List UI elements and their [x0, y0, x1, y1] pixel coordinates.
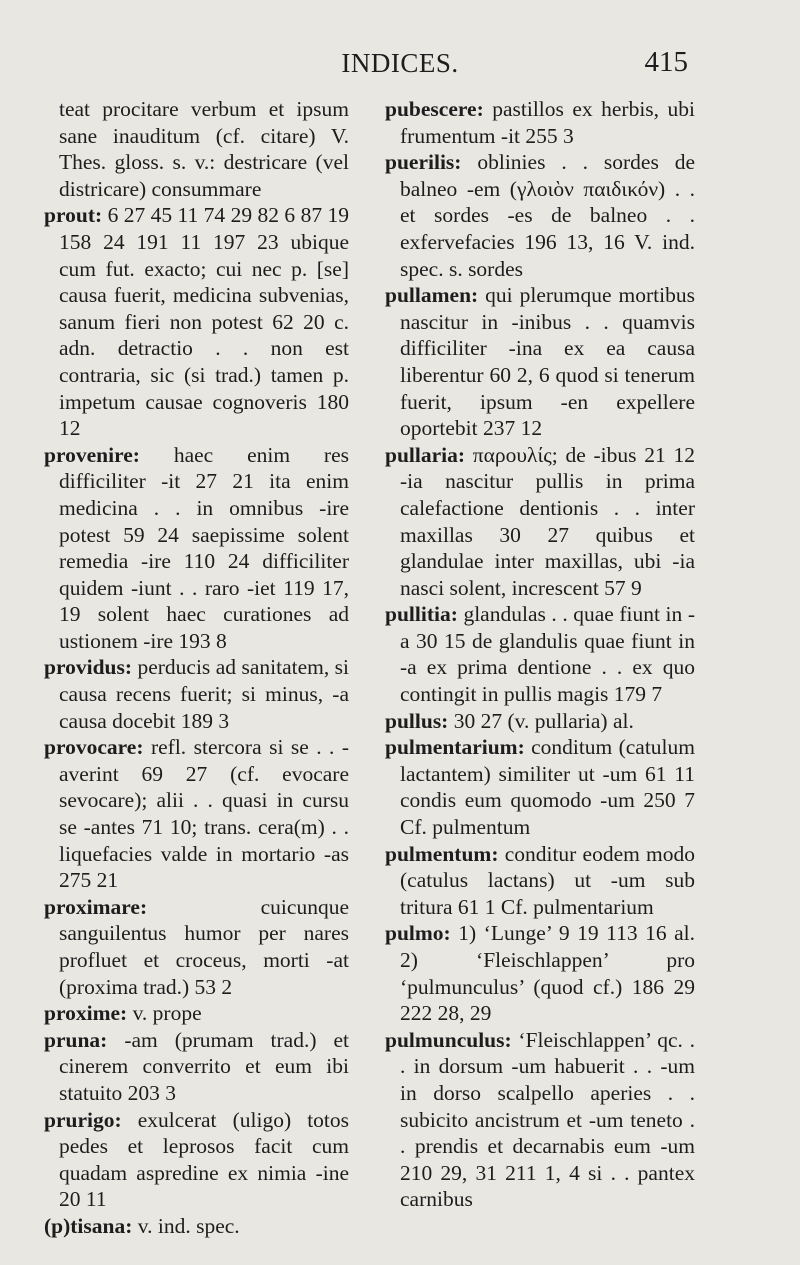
entry-headword: providus: [44, 655, 133, 680]
entry-text: perducis ad sanitatem, si causa recens fuerit; si minus, -a causa docebit 189 3 [59, 655, 350, 733]
index-entry [44, 1000, 349, 1027]
entry-text: pastillos ex herbis, ubi frumentum -it 255 3 [400, 97, 696, 148]
entry-text: παρουλίς; de -ibus 21 12 -ia nascitur pullis in prima calefactione dentionis . . inter maxillas 30 27 quibus et glandulae inter maxillas, ubi -ia nasci solent, increscent 57 9 [400, 442, 696, 600]
entry-text: teat procitare verbum et ipsum sane inauditum (cf. citare) V. Thes. gloss. s. v.: destricare (vel districare) consummare [59, 97, 349, 201]
right-column [385, 96, 695, 1213]
index-entry [44, 654, 349, 734]
index-entry [44, 202, 349, 441]
entry-text: conditum (catulum lactantem) similiter ut -um 61 11 condis eum quomodo -um 250 7 Cf. pulmentum [400, 735, 695, 840]
entry-text: haec enim res difficiliter -it 27 21 ita enim medicina . . in omnibus -ire potest 59 24 saepissime solent remedia -ire 110 24 difficiliter quidem -iunt . . raro -iet 119 17, 19 solent haec curationes ad ustionem -ire 193 8 [59, 442, 350, 653]
entry-text: 30 27 (v. pullaria) al. [453, 708, 634, 733]
index-entry [44, 1107, 349, 1213]
entry-headword: prout: [44, 203, 103, 228]
entry-headword: pruna: [44, 1027, 108, 1052]
entry-headword: prurigo: [44, 1107, 122, 1132]
left-column [44, 96, 349, 1240]
entry-headword: pulmunculus: [385, 1027, 512, 1052]
entry-headword: pulmo: [385, 921, 451, 946]
index-entry [385, 841, 695, 921]
entry-text: v. prope [132, 1001, 202, 1026]
entry-text: qui plerumque mortibus nascitur in -inibus . . quamvis difficiliter -ina ex ea causa liberentur 60 2, 6 quod si tenerum fuerit, ipsum -en expellere oportebit 237 12 [400, 283, 695, 441]
index-entry [385, 708, 695, 735]
entry-text: -am (prumam trad.) et cinerem converrito et eum ibi statuito 203 3 [59, 1027, 350, 1105]
entry-text: 6 27 45 11 74 29 82 6 87 19 158 24 191 11 197 23 ubique cum fut. exacto; cui nec p. [se] causa fuerit, medicina subvenias, sanum fieri non potest 62 20 c. adn. detractio . . non est contraria, sic (si trad.) tamen p. impetum causae cognoveris 180 12 [59, 203, 350, 441]
entry-headword: proximare: [44, 894, 148, 919]
entry-text: 1) ‘Lunge’ 9 19 113 16 al. 2) ‘Fleischlappen’ pro ‘pulmunculus’ (quod cf.) 186 29 222 28, 29 [400, 921, 696, 1026]
index-entry [385, 96, 695, 149]
index-entry [385, 282, 695, 442]
entry-headword: provenire: [44, 442, 140, 467]
index-entry [385, 442, 695, 602]
entry-text: ‘Fleischlappen’ qc. . . in dorsum -um habuerit . . -um in dorso scalpello aperies . . subicito ancistrum et -um teneto . . prendis et decarnabis eum -um 210 29, 31 211 1, 4 si . . pantex carnibus [400, 1027, 695, 1212]
entry-headword: proxime: [44, 1001, 128, 1026]
entry-text: exulcerat (uligo) totos pedes et leprosos facit cum quadam aspredine ex nimia -ine 20 11 [59, 1107, 350, 1212]
index-entry [44, 734, 349, 894]
entry-headword: (p)tisana: [44, 1213, 133, 1238]
entry-headword: puerilis: [385, 150, 462, 175]
index-entry [44, 894, 349, 1000]
index-entry [385, 1027, 695, 1213]
entry-headword: pulmentarium: [385, 735, 525, 760]
index-entry [44, 1213, 349, 1240]
entry-text: cuicunque sanguilentus humor per nares profluet et croceus, morti -at (proxima trad.) 53 2 [59, 894, 349, 999]
entry-headword: pullitia: [385, 602, 458, 627]
index-entry [385, 920, 695, 1026]
entry-headword: pullaria: [385, 442, 466, 467]
entry-headword: pulmentum: [385, 841, 499, 866]
page-number: 415 [644, 46, 688, 78]
index-entry [385, 149, 695, 282]
index-entry [385, 601, 695, 707]
entry-text: refl. stercora si se . . -averint 69 27 (cf. evocare sevocare); alii . . quasi in cursu se -antes 71 10; trans. cera(m) . . liquefacies valde in mortario -as 275 21 [59, 735, 349, 893]
entry-text: oblinies . . sordes de balneo -em (γλοιὸν παιδικόν) . . et sordes -es de balneo . . exfervefacies 196 13, 16 V. ind. spec. s. sordes [400, 150, 696, 281]
entry-headword: pullus: [385, 708, 449, 733]
entry-text: glandulas . . quae fiunt in -a 30 15 de glandulis quae fiunt in -a ex prima dentione . . ex quo contingit in pullis magis 179 7 [400, 602, 695, 707]
index-entry [385, 734, 695, 840]
index-entry [44, 1027, 349, 1107]
entry-headword: pullamen: [385, 283, 479, 308]
entry-headword: pubescere: [385, 97, 484, 121]
entry-headword: provocare: [44, 735, 144, 760]
running-head: INDICES. [341, 48, 459, 78]
index-entry [44, 442, 349, 655]
entry-text: conditur eodem modo (catulus lactans) ut -um sub tritura 61 1 Cf. pulmentarium [400, 841, 696, 919]
index-entry-continuation [44, 96, 349, 202]
entry-text: v. ind. spec. [137, 1213, 240, 1238]
